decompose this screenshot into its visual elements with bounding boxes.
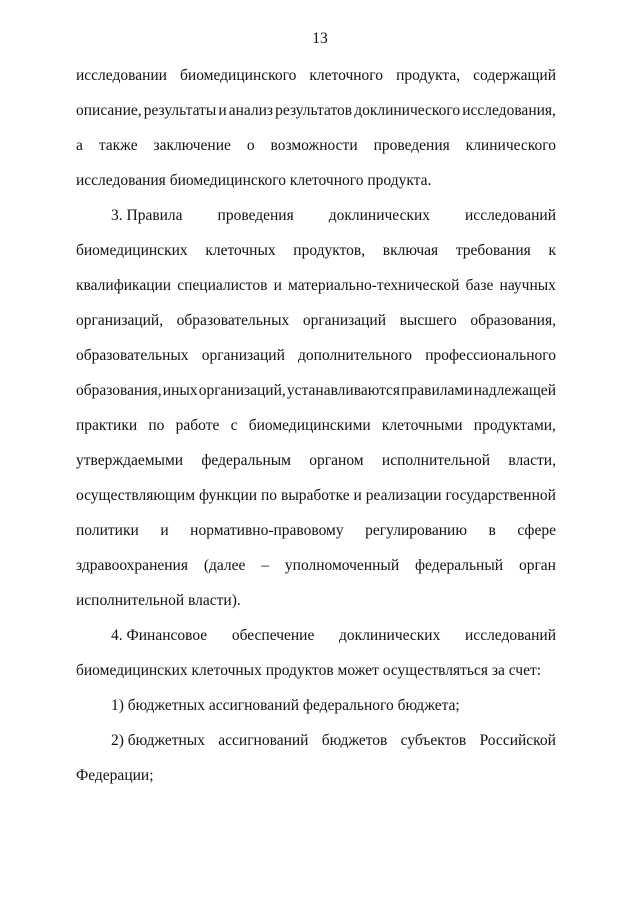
text-word: требования <box>455 242 531 259</box>
text-word: организаций, <box>76 312 164 329</box>
text-word: нормативно-правовому <box>190 522 344 539</box>
text-word: продуктами, <box>473 417 556 434</box>
text-word: правилами <box>401 382 473 399</box>
text-word: иных <box>162 382 198 399</box>
text-word: базе <box>465 277 494 294</box>
text-word: клеточными <box>381 417 463 434</box>
text-word: образовательных <box>76 347 189 364</box>
text-word: организаций <box>302 312 387 329</box>
text-word: федеральным <box>201 452 291 469</box>
text-word: образования, <box>470 312 556 329</box>
text-word: анализ <box>228 102 274 119</box>
text-word: обеспечение <box>231 627 315 644</box>
text-word: доклинических <box>339 627 441 644</box>
text-word: работе <box>175 417 220 434</box>
text-word: утверждаемыми <box>76 452 184 469</box>
text-word: клеточных <box>205 242 276 259</box>
text-word: исследовании <box>76 67 167 84</box>
text-word: выработке <box>281 487 350 504</box>
text-line <box>76 136 556 156</box>
text-word: политики <box>76 522 139 539</box>
text-word: исследований <box>465 207 556 224</box>
text-word: (далее <box>203 557 246 574</box>
text-word: исполнительной власти). <box>76 592 241 609</box>
text-word: биомедицинскими <box>248 417 371 434</box>
text-word: и <box>353 487 362 504</box>
text-line <box>111 696 556 716</box>
text-word: биомедицинского <box>180 67 297 84</box>
text-word: а <box>76 137 83 154</box>
text-word: с <box>230 417 238 434</box>
text-word: по <box>261 487 278 504</box>
text-word: власти, <box>508 452 556 469</box>
text-line <box>76 276 556 296</box>
text-word: организаций, <box>198 382 286 399</box>
text-line <box>76 101 556 121</box>
text-word: осуществляющим <box>76 487 196 504</box>
text-line <box>76 591 556 611</box>
text-line <box>76 241 556 261</box>
text-word: организаций <box>201 347 285 364</box>
text-word: исследования биомедицинского клеточного продукта. <box>76 172 432 189</box>
text-line <box>76 486 556 506</box>
text-word: квалификации <box>76 277 172 294</box>
text-word: сфере <box>517 522 556 539</box>
text-word: Российской <box>479 732 556 749</box>
text-word: материально-технической <box>288 277 460 294</box>
text-word: высшего <box>399 312 457 329</box>
text-line <box>76 171 556 191</box>
text-word: результаты <box>143 102 217 119</box>
text-word: клинического <box>465 137 556 154</box>
text-word: содержащий <box>473 67 556 84</box>
text-word: результатов <box>275 102 353 119</box>
text-word: исследования, <box>462 102 556 119</box>
text-word: возможности <box>270 137 358 154</box>
text-line <box>76 381 556 401</box>
text-word: клеточного <box>309 67 384 84</box>
text-line <box>76 521 556 541</box>
text-word: исследований <box>465 627 556 644</box>
text-word: научных <box>499 277 556 294</box>
text-word: дополнительного <box>298 347 413 364</box>
text-line <box>76 766 556 786</box>
text-word: практики <box>76 417 138 434</box>
text-word: ассигнований <box>218 732 309 749</box>
text-word: реализации <box>365 487 442 504</box>
text-word: и <box>218 102 227 119</box>
text-word: – <box>261 557 270 574</box>
text-line <box>76 416 556 436</box>
text-word: биомедицинских клеточных продуктов может осуществляться за счет: <box>76 662 542 679</box>
text-word: в <box>488 522 496 539</box>
text-word: заключение <box>153 137 231 154</box>
text-word: 2) бюджетных <box>111 732 205 749</box>
text-line <box>76 346 556 366</box>
text-word: государственной <box>445 487 556 504</box>
text-word: о <box>246 137 255 154</box>
text-word: Федерации; <box>76 767 154 784</box>
text-word: и <box>273 277 282 294</box>
text-word: 3. Правила <box>111 207 183 224</box>
page-number: 13 <box>312 30 328 47</box>
text-word: также <box>98 137 138 154</box>
text-word: продукта, <box>396 67 461 84</box>
text-word: по <box>148 417 165 434</box>
text-word: доклинических <box>328 207 431 224</box>
text-word: образования, <box>76 382 162 399</box>
text-line <box>76 451 556 471</box>
text-line <box>76 661 556 681</box>
text-word: субъектов <box>400 732 467 749</box>
text-word: описание, <box>76 102 142 119</box>
text-line <box>111 206 556 226</box>
text-word: профессионального <box>425 347 556 364</box>
text-line <box>76 556 556 576</box>
text-word: биомедицинских <box>76 242 188 259</box>
text-word: функции <box>198 487 258 504</box>
text-line <box>76 311 556 331</box>
text-line <box>76 66 556 86</box>
text-word: 4. Финансовое <box>111 627 208 644</box>
text-word: уполномоченный <box>284 557 400 574</box>
text-word: и <box>160 522 169 539</box>
text-word: проведения <box>217 207 294 224</box>
text-word: исполнительной <box>381 452 491 469</box>
text-word: бюджетов <box>321 732 388 749</box>
text-word: продуктов, <box>293 242 366 259</box>
text-word: доклинического <box>354 102 461 119</box>
text-word: регулированию <box>365 522 467 539</box>
text-word: орган <box>518 557 556 574</box>
text-word: к <box>548 242 556 259</box>
text-word: федеральный <box>415 557 504 574</box>
text-word: проведения <box>373 137 450 154</box>
text-word: надлежащей <box>473 382 556 399</box>
text-word: устанавливаются <box>286 382 401 399</box>
text-word: образовательных <box>176 312 290 329</box>
text-word: 1) бюджетных ассигнований федерального бюджета; <box>111 697 460 714</box>
text-line <box>111 731 556 751</box>
text-line <box>111 626 556 646</box>
text-word: специалистов <box>177 277 268 294</box>
text-word: здравоохранения <box>76 557 188 574</box>
text-word: включая <box>382 242 439 259</box>
text-word: органом <box>309 452 364 469</box>
